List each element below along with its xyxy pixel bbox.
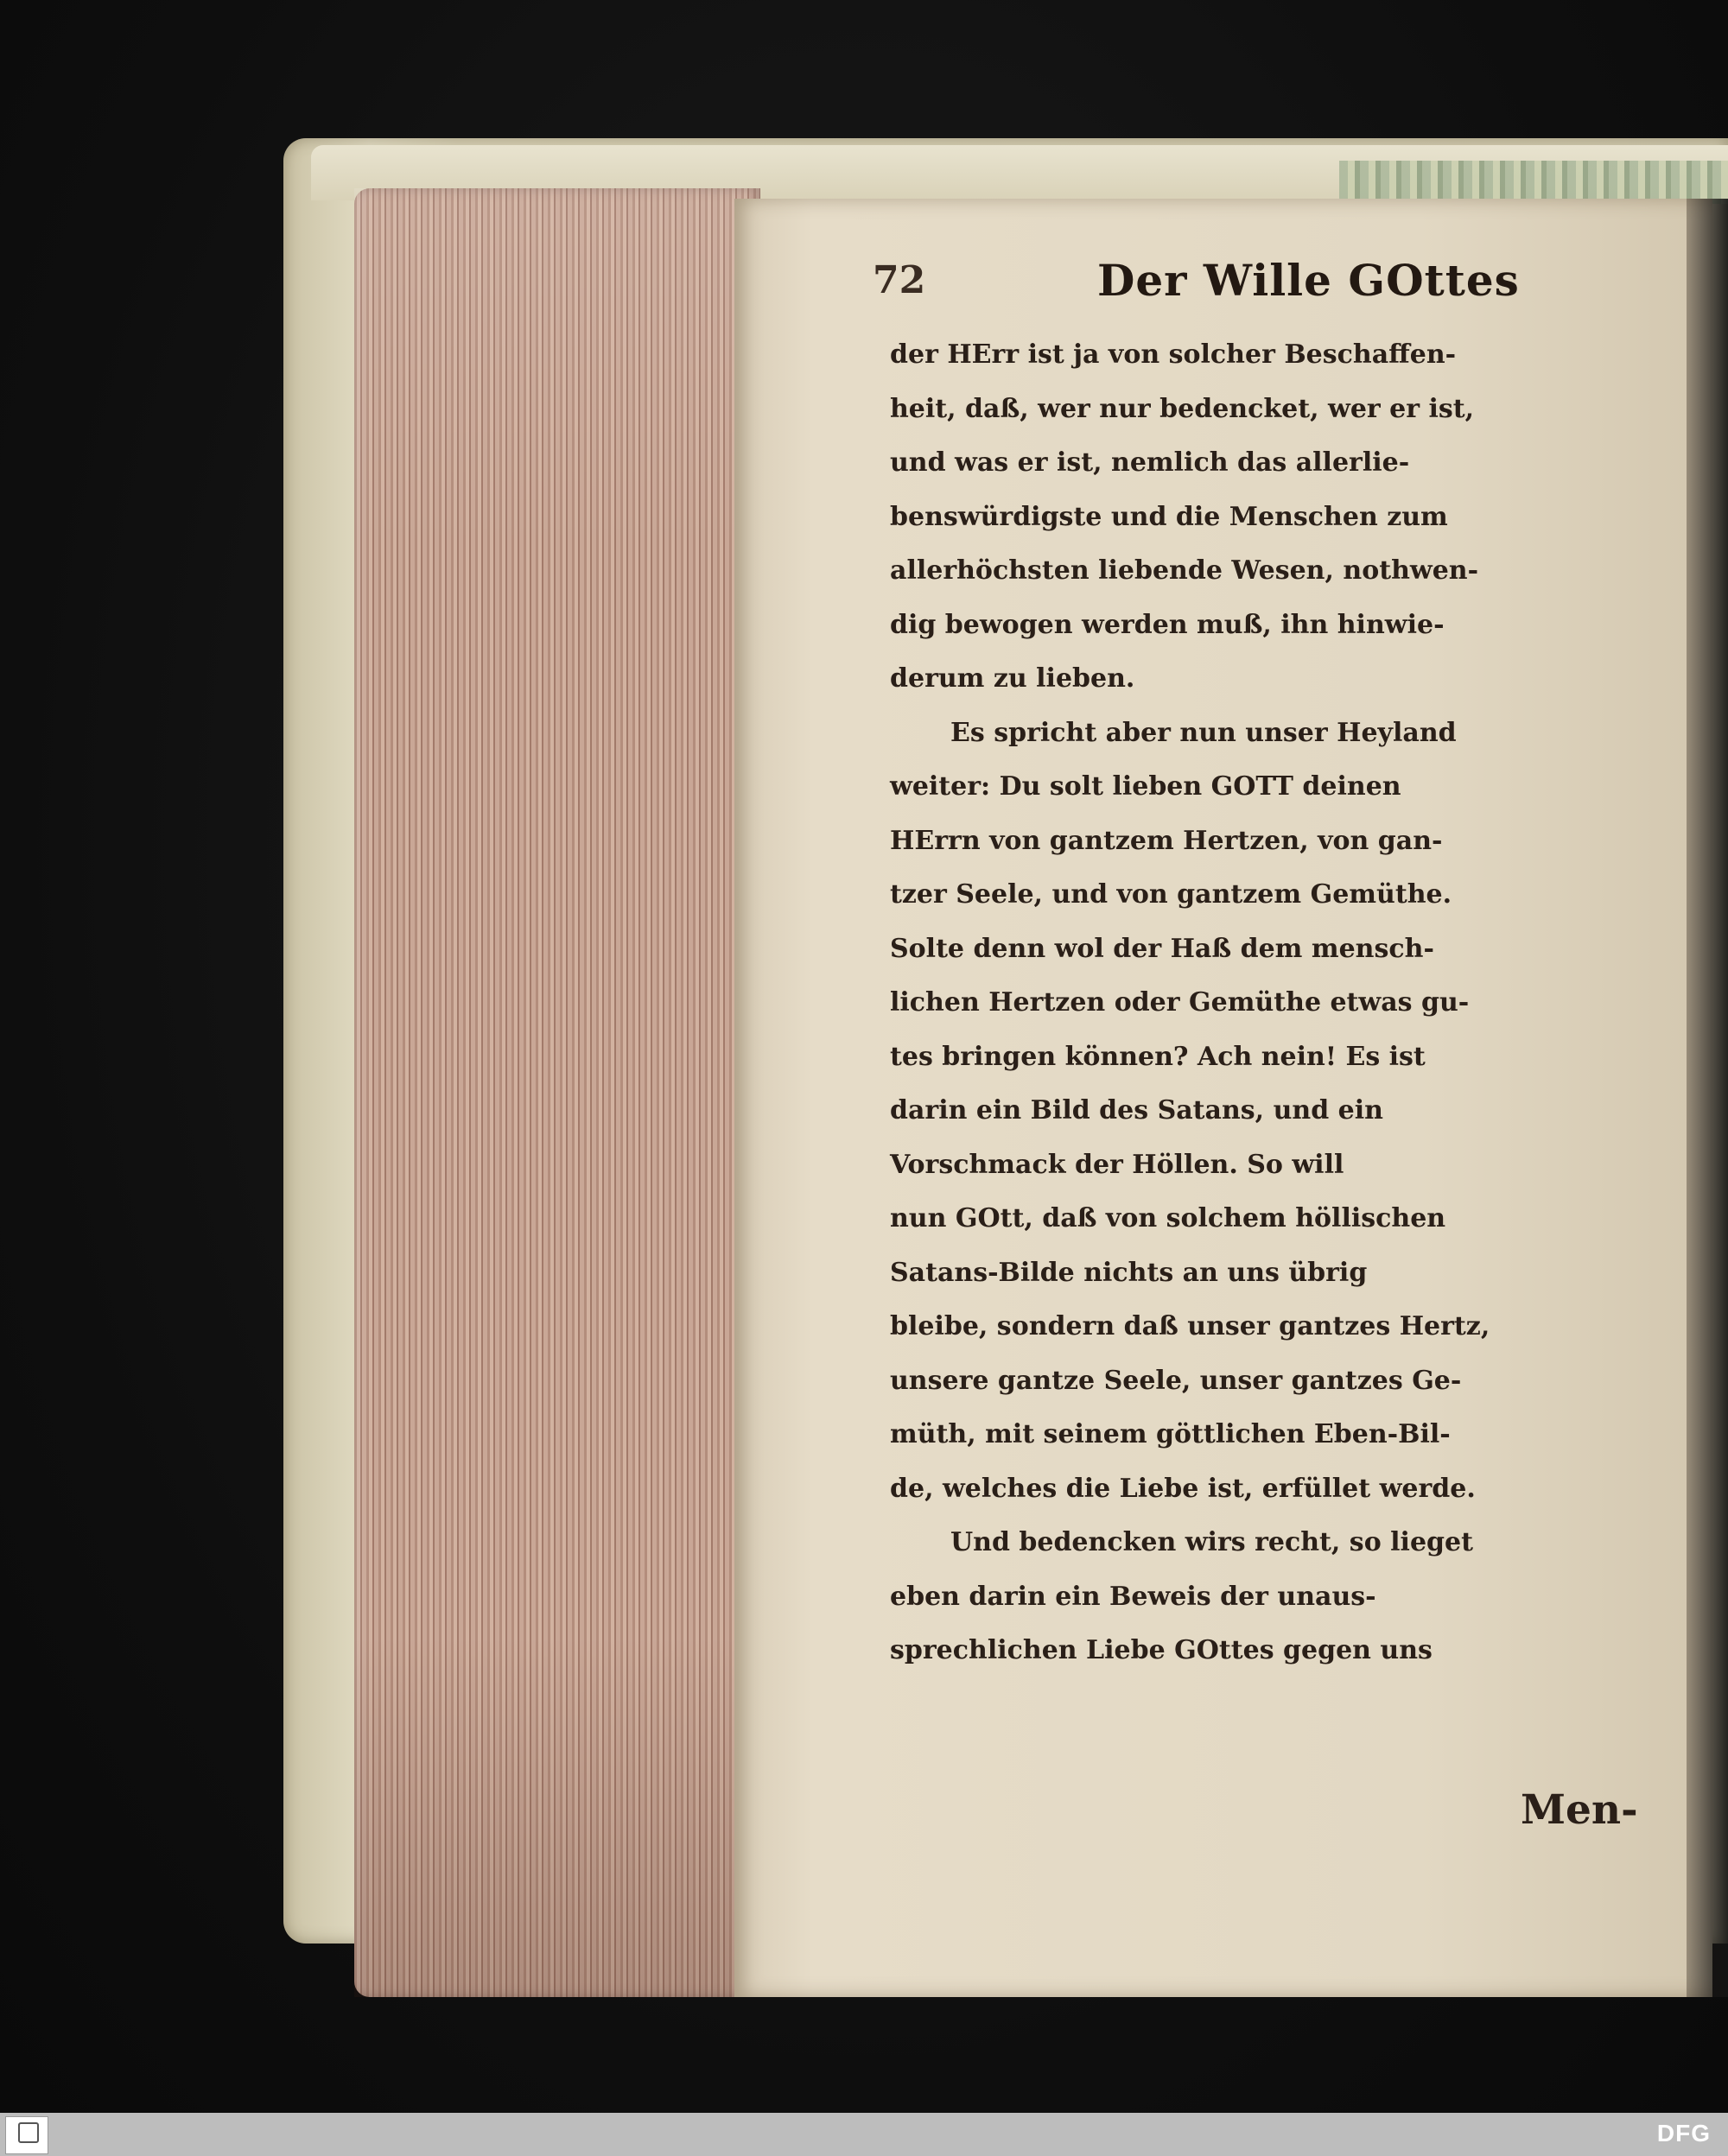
text-line: der HErr ist ja von solcher Beschaffen- bbox=[890, 339, 1457, 370]
text-line: de, welches die Liebe ist, erfüllet werde. bbox=[890, 1473, 1476, 1504]
text-line: tes bringen können? Ach nein! Es ist bbox=[890, 1041, 1426, 1072]
text-line: müth, mit seinem göttlichen Eben-Bil- bbox=[890, 1419, 1451, 1449]
text-line: weiter: Du solt lieben GOTT deinen bbox=[890, 771, 1401, 802]
page-header bbox=[873, 255, 1676, 317]
logo-mark-icon bbox=[18, 2122, 39, 2143]
text-line: Solte denn wol der Haß dem mensch- bbox=[890, 933, 1434, 964]
running-title: Der Wille GOttes bbox=[1097, 255, 1520, 306]
spine-decoration bbox=[1339, 161, 1728, 204]
catchword: Men- bbox=[1521, 1786, 1638, 1834]
viewer-footer-bar bbox=[0, 2113, 1728, 2156]
text-line: eben darin ein Beweis der unaus- bbox=[890, 1581, 1376, 1612]
dfg-label: DFG bbox=[1656, 2120, 1711, 2146]
text-line: und was er ist, nemlich das allerlie- bbox=[890, 447, 1410, 478]
text-line: Es spricht aber nun unser Heyland bbox=[950, 717, 1457, 748]
page-block-edges bbox=[354, 188, 760, 1997]
text-line: HErrn von gantzem Hertzen, von gan- bbox=[890, 825, 1443, 856]
library-logo-icon bbox=[5, 2116, 48, 2154]
text-line: darin ein Bild des Satans, und ein bbox=[890, 1095, 1383, 1126]
page-number: 72 bbox=[873, 258, 926, 302]
text-line: sprechlichen Liebe GOttes gegen uns bbox=[890, 1635, 1433, 1665]
gutter-shadow bbox=[1687, 199, 1728, 1997]
text-line: heit, daß, wer nur bedencket, wer er ist, bbox=[890, 393, 1475, 424]
text-line: bleibe, sondern daß unser gantzes Hertz, bbox=[890, 1311, 1490, 1341]
text-line: Satans-Bilde nichts an uns übrig bbox=[890, 1257, 1368, 1288]
text-line: Und bedencken wirs recht, so lieget bbox=[950, 1527, 1473, 1557]
text-line: lichen Hertzen oder Gemüthe etwas gu- bbox=[890, 987, 1470, 1018]
text-line: derum zu lieben. bbox=[890, 663, 1135, 694]
body-text bbox=[890, 328, 1685, 1678]
text-line: benswürdigste und die Menschen zum bbox=[890, 501, 1448, 532]
text-line: dig bewogen werden muß, ihn hinwie- bbox=[890, 609, 1445, 640]
text-line: tzer Seele, und von gantzem Gemüthe. bbox=[890, 879, 1452, 910]
text-line: allerhöchsten liebende Wesen, nothwen- bbox=[890, 555, 1479, 586]
text-line: nun GOtt, daß von solchem höllischen bbox=[890, 1203, 1446, 1233]
text-line: Vorschmack der Höllen. So will bbox=[890, 1149, 1344, 1180]
text-line: unsere gantze Seele, unser gantzes Ge- bbox=[890, 1365, 1462, 1396]
